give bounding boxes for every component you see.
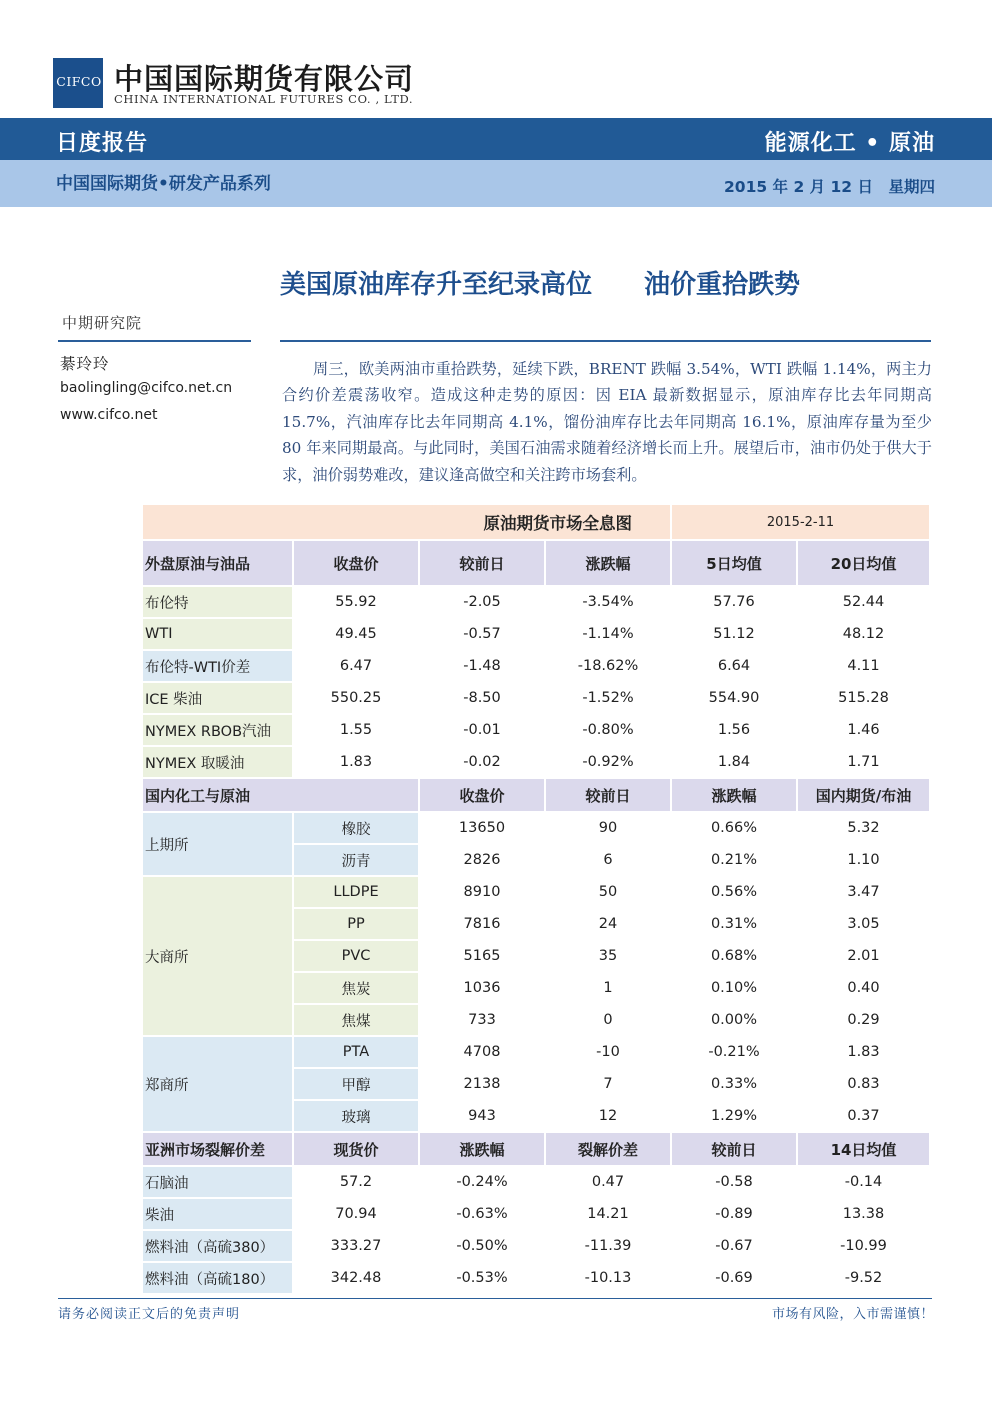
column-header: 5日均值	[671, 540, 797, 586]
table-cell: 0.00%	[671, 1004, 797, 1036]
sidebar-divider	[58, 340, 251, 342]
table-cell: 1.56	[671, 714, 797, 746]
table-cell: 12	[545, 1100, 671, 1132]
table-cell: 70.94	[293, 1198, 419, 1230]
table-cell: 333.27	[293, 1230, 419, 1262]
table-cell: 24	[545, 908, 671, 940]
table-row	[143, 812, 930, 844]
column-header: 涨跌幅	[545, 540, 671, 586]
product-label: PP	[293, 908, 419, 940]
table-cell: 733	[419, 1004, 545, 1036]
table-cell: -0.57	[419, 618, 545, 650]
table-cell: 2826	[419, 844, 545, 876]
table-cell: -0.01	[419, 714, 545, 746]
table-cell: -0.50%	[419, 1230, 545, 1262]
table-cell: -0.89	[671, 1198, 797, 1230]
column-header: 14日均值	[797, 1132, 930, 1166]
table-title: 原油期货市场全息图	[143, 505, 671, 540]
title-divider	[280, 340, 931, 342]
row-label: ICE 柴油	[143, 682, 293, 714]
table-cell: 0.56%	[671, 876, 797, 908]
table-cell: -0.63%	[419, 1198, 545, 1230]
exchange-label: 大商所	[143, 876, 293, 1036]
table-cell: -0.21%	[671, 1036, 797, 1068]
table-cell: 49.45	[293, 618, 419, 650]
table-cell: 1.29%	[671, 1100, 797, 1132]
table-cell: 52.44	[797, 586, 930, 618]
product-label: PTA	[293, 1036, 419, 1068]
table-cell: 0.33%	[671, 1068, 797, 1100]
table-cell: -3.54%	[545, 586, 671, 618]
table-cell: 1.55	[293, 714, 419, 746]
table-row	[143, 1166, 930, 1198]
table-cell: 6.64	[671, 650, 797, 682]
table-row	[143, 714, 930, 746]
table-cell: -0.67	[671, 1230, 797, 1262]
product-label: 橡胶	[293, 812, 419, 844]
table-cell: 943	[419, 1100, 545, 1132]
product-label: 焦炭	[293, 972, 419, 1004]
table-cell: -1.14%	[545, 618, 671, 650]
table-cell: 0.21%	[671, 844, 797, 876]
table-cell: 1.84	[671, 746, 797, 778]
section-header-row	[143, 778, 930, 812]
table-cell: 55.92	[293, 586, 419, 618]
footer-divider	[58, 1298, 932, 1299]
column-header: 较前日	[545, 778, 671, 812]
table-row	[143, 618, 930, 650]
column-header: 国内期货/布油	[797, 778, 930, 812]
table-cell: 48.12	[797, 618, 930, 650]
section-header-row	[143, 1132, 930, 1166]
table-cell: 0.66%	[671, 812, 797, 844]
institute-name: 中期研究院	[62, 314, 143, 332]
column-header: 较前日	[419, 540, 545, 586]
exchange-label: 郑商所	[143, 1036, 293, 1132]
table-cell: 5.32	[797, 812, 930, 844]
table-cell: -0.69	[671, 1262, 797, 1294]
table-cell: 0.68%	[671, 940, 797, 972]
table-cell: 1.71	[797, 746, 930, 778]
table-cell: -1.52%	[545, 682, 671, 714]
table-cell: -0.92%	[545, 746, 671, 778]
table-cell: 0.83	[797, 1068, 930, 1100]
table-cell: 51.12	[671, 618, 797, 650]
row-label: 布伦特-WTI价差	[143, 650, 293, 682]
table-cell: 2.01	[797, 940, 930, 972]
table-row	[143, 682, 930, 714]
company-name-en: CHINA INTERNATIONAL FUTURES CO. , LTD.	[114, 92, 414, 106]
table-cell: -10.13	[545, 1262, 671, 1294]
table-row	[143, 746, 930, 778]
report-date: 2015 年 2 月 12 日 星期四	[724, 178, 935, 196]
table-cell: 13650	[419, 812, 545, 844]
table-cell: 7816	[419, 908, 545, 940]
table-cell: 0.10%	[671, 972, 797, 1004]
column-header: 较前日	[671, 1132, 797, 1166]
author-name: 綦玲玲	[60, 355, 110, 373]
column-header: 外盘原油与油品	[143, 540, 293, 586]
column-header: 收盘价	[293, 540, 419, 586]
table-row	[143, 876, 930, 908]
table-cell: -0.24%	[419, 1166, 545, 1198]
column-header: 国内化工与原油	[143, 778, 419, 812]
logo-mark-text: CIFCO	[56, 74, 102, 89]
table-cell: 0.29	[797, 1004, 930, 1036]
table-cell: -11.39	[545, 1230, 671, 1262]
table-cell: 3.47	[797, 876, 930, 908]
table-row	[143, 650, 930, 682]
table-date: 2015-2-11	[671, 505, 930, 540]
company-name-cn: 中国国际期货有限公司	[114, 62, 415, 96]
table-cell: -8.50	[419, 682, 545, 714]
table-row	[143, 1230, 930, 1262]
author-email[interactable]: baolingling@cifco.net.cn	[60, 380, 233, 396]
table-cell: -9.52	[797, 1262, 930, 1294]
column-header: 涨跌幅	[419, 1132, 545, 1166]
column-header: 现货价	[293, 1132, 419, 1166]
column-header: 亚洲市场裂解价差	[143, 1132, 293, 1166]
table-row	[143, 1262, 930, 1294]
table-cell: -1.48	[419, 650, 545, 682]
table-cell: -0.14	[797, 1166, 930, 1198]
row-label: 石脑油	[143, 1166, 293, 1198]
table-title-row	[143, 505, 930, 540]
disclaimer-note: 请务必阅读正文后的免责声明	[58, 1307, 241, 1322]
exchange-label: 上期所	[143, 812, 293, 876]
table-cell: 8910	[419, 876, 545, 908]
table-cell: 342.48	[293, 1262, 419, 1294]
table-cell: -0.53%	[419, 1262, 545, 1294]
product-label: 沥青	[293, 844, 419, 876]
table-row	[143, 1198, 930, 1230]
report-series: 中国国际期货•研发产品系列	[56, 174, 271, 194]
table-cell: -2.05	[419, 586, 545, 618]
table-cell: 4.11	[797, 650, 930, 682]
row-label: NYMEX RBOB汽油	[143, 714, 293, 746]
table-cell: 90	[545, 812, 671, 844]
row-label: 布伦特	[143, 586, 293, 618]
table-cell: 4708	[419, 1036, 545, 1068]
table-cell: 6	[545, 844, 671, 876]
column-header: 收盘价	[419, 778, 545, 812]
table-cell: 1.83	[797, 1036, 930, 1068]
table-cell: 0.31%	[671, 908, 797, 940]
product-label: 焦煤	[293, 1004, 419, 1036]
row-label: 燃料油（高硫180）	[143, 1262, 293, 1294]
table-cell: 6.47	[293, 650, 419, 682]
table-cell: 7	[545, 1068, 671, 1100]
report-type: 日度报告	[56, 131, 149, 156]
report-sector: 能源化工 • 原油	[764, 131, 935, 156]
row-label: 柴油	[143, 1198, 293, 1230]
table-cell: -0.80%	[545, 714, 671, 746]
table-cell: 0.37	[797, 1100, 930, 1132]
table-cell: 1	[545, 972, 671, 1004]
table-cell: 2138	[419, 1068, 545, 1100]
summary-paragraph: 周三，欧美两油市重拾跌势，延续下跌，BRENT 跌幅 3.54%，WTI 跌幅 1.14%，两主力合约价差震荡收窄。造成这种走势的原因：因 EIA 最新数据显示，原油库存比去年同期高 15.7%，汽油库存比去年同期高 4.1%，馏份油库存比去年同期高 16.1%，原油库存量为至少 80 年来同期最高。与此同时，美国石油需求随着经济增长而上升。展望后市，油市仍处于供大于求，油价弱势难改，建议逢高做空和关注跨市场套利。	[282, 360, 932, 484]
table-cell: -10	[545, 1036, 671, 1068]
risk-warning: 市场有风险，入市需谨慎！	[771, 1307, 934, 1322]
table-cell: 1.46	[797, 714, 930, 746]
table-cell: 57.76	[671, 586, 797, 618]
table-cell: 0.47	[545, 1166, 671, 1198]
column-header: 20日均值	[797, 540, 930, 586]
table-row	[143, 1036, 930, 1068]
table-cell: -0.58	[671, 1166, 797, 1198]
table-row	[143, 586, 930, 618]
row-label: NYMEX 取暖油	[143, 746, 293, 778]
table-cell: 3.05	[797, 908, 930, 940]
column-header: 涨跌幅	[671, 778, 797, 812]
table-cell: 1.10	[797, 844, 930, 876]
product-label: LLDPE	[293, 876, 419, 908]
table-cell: -18.62%	[545, 650, 671, 682]
table-cell: 35	[545, 940, 671, 972]
table-cell: 554.90	[671, 682, 797, 714]
table-cell: 1036	[419, 972, 545, 1004]
table-cell: 50	[545, 876, 671, 908]
table-cell: 13.38	[797, 1198, 930, 1230]
company-website[interactable]: www.cifco.net	[60, 407, 158, 423]
product-label: PVC	[293, 940, 419, 972]
table-cell: 0.40	[797, 972, 930, 1004]
product-label: 甲醇	[293, 1068, 419, 1100]
table-cell: 550.25	[293, 682, 419, 714]
table-cell: -10.99	[797, 1230, 930, 1262]
row-label: 燃料油（高硫380）	[143, 1230, 293, 1262]
table-cell: 1.83	[293, 746, 419, 778]
page-title: 美国原油库存升至纪录高位 油价重拾跌势	[280, 270, 801, 300]
product-label: 玻璃	[293, 1100, 419, 1132]
section-header-row	[143, 540, 930, 586]
table-cell: 57.2	[293, 1166, 419, 1198]
row-label: WTI	[143, 618, 293, 650]
table-cell: 14.21	[545, 1198, 671, 1230]
table-cell: -0.02	[419, 746, 545, 778]
table-cell: 5165	[419, 940, 545, 972]
table-cell: 515.28	[797, 682, 930, 714]
market-overview-table	[143, 505, 931, 1295]
table-cell: 0	[545, 1004, 671, 1036]
column-header: 裂解价差	[545, 1132, 671, 1166]
